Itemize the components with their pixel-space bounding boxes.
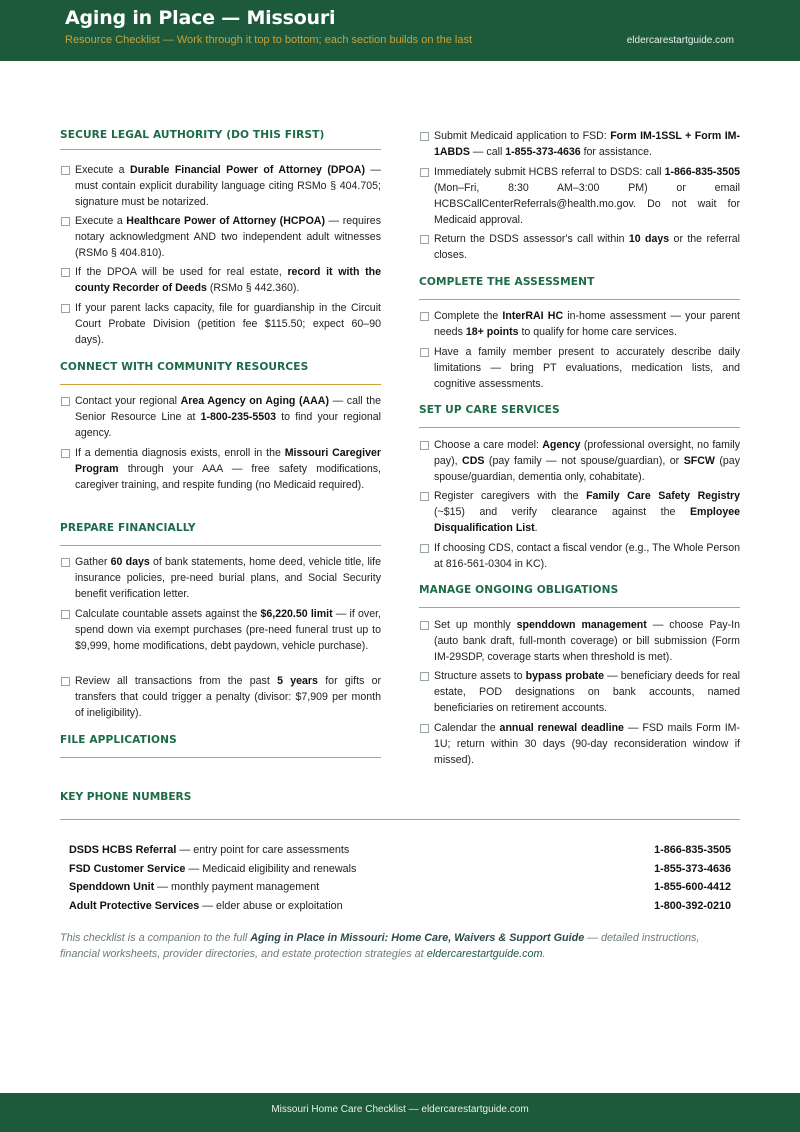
emphasis-text: Area Agency on Aging (AAA): [180, 395, 329, 407]
guide-title: Aging in Place in Missouri: Home Care, Waivers & Support Guide: [250, 932, 585, 944]
emphasis-text: Family Care Safety Registry: [586, 490, 740, 502]
checklist-item-text: Gather 60 days of bank statements, home deed, vehicle title, life insurance policies, pre-need burial plans, and Social Security benefit verification letter.: [75, 556, 381, 600]
checkbox-icon[interactable]: [420, 672, 429, 681]
section-rule: [60, 819, 740, 820]
emphasis-text: record it with the county Recorder of Deeds: [75, 266, 381, 294]
checklist-item-text: If a dementia diagnosis exists, enroll in the Missouri Caregiver Program through your AAA — free safety modifications, caregiver training, and respite funding (no Medicaid required).: [75, 447, 381, 491]
checklist-item[interactable]: [419, 617, 740, 665]
checklist-item[interactable]: [60, 445, 381, 493]
checklist-item-text: Structure assets to bypass probate — beneficiary deeds for real estate, POD designations on bank accounts, named beneficiaries on retirement accounts.: [434, 670, 740, 714]
emphasis-text: Employee Disqualification List: [434, 506, 740, 534]
checkbox-icon[interactable]: [420, 544, 429, 553]
phone-desc: — monthly payment management: [154, 881, 320, 893]
checklist-item[interactable]: [419, 128, 740, 160]
emphasis-text: Missouri Caregiver Program: [75, 447, 381, 475]
section-heading-assessment: COMPLETE THE ASSESSMENT: [419, 276, 595, 288]
section-rule: [60, 545, 381, 546]
checklist-item[interactable]: [419, 344, 740, 392]
phone-desc: — elder abuse or exploitation: [199, 900, 343, 912]
phone-row: [69, 863, 731, 881]
emphasis-text: 5 years: [277, 675, 318, 687]
phone-number[interactable]: 1-800-392-0210: [654, 900, 731, 912]
section-heading-legal: SECURE LEGAL AUTHORITY (DO THIS FIRST): [60, 129, 325, 141]
footnote-text: .: [542, 948, 546, 960]
section-rule: [60, 757, 381, 758]
emphasis-text: 1-800-235-5503: [200, 411, 276, 423]
section-heading-phones: KEY PHONE NUMBERS: [60, 791, 192, 803]
checklist-item-text: Execute a Durable Financial Power of Attorney (DPOA) — must contain explicit durability language citing RSMo § 404.705; signature must be notarized.: [75, 164, 381, 208]
checklist-item[interactable]: [419, 668, 740, 716]
checklist-item-text: Calendar the annual renewal deadline — FSD mails Form IM-1U; return within 30 days (90-day reconsideration window if missed).: [434, 722, 740, 766]
checkbox-icon[interactable]: [61, 397, 70, 406]
checklist-item-text: Contact your regional Area Agency on Aging (AAA) — call the Senior Resource Line at 1-800-235-5503 to find your regional agency.: [75, 395, 381, 439]
section-heading-community: CONNECT WITH COMMUNITY RESOURCES: [60, 361, 309, 373]
checklist-item[interactable]: [419, 540, 740, 572]
phone-row: [69, 881, 731, 899]
phone-number[interactable]: 1-855-600-4412: [654, 881, 731, 893]
emphasis-text: InterRAI HC: [502, 310, 564, 322]
checkbox-icon[interactable]: [420, 492, 429, 501]
footnote-text: — detailed instructions, financial worksheets, provider directories, and estate protection strategies at: [60, 932, 700, 960]
checkbox-icon[interactable]: [61, 677, 70, 686]
emphasis-text: 1-866-835-3505: [664, 166, 740, 178]
checklist-item[interactable]: [60, 393, 381, 441]
phone-number[interactable]: 1-866-835-3505: [654, 844, 731, 856]
checklist-item-text: Have a family member present to accurately describe daily limitations — bring PT evaluations, medication lists, and cognitive assessments.: [434, 346, 740, 390]
phone-label: FSD Customer Service: [69, 863, 186, 875]
phone-desc: — entry point for care assessments: [176, 844, 350, 856]
checkbox-icon[interactable]: [420, 441, 429, 450]
checklist-item-text: Return the DSDS assessor's call within 10 days or the referral closes.: [434, 233, 740, 261]
section-heading-ongoing: MANAGE ONGOING OBLIGATIONS: [419, 584, 619, 596]
emphasis-text: 1-855-373-4636: [505, 146, 581, 158]
checklist-item-text: Execute a Healthcare Power of Attorney (HCPOA) — requires notary acknowledgment AND two independent adult witnesses (RSMo § 404.810).: [75, 215, 381, 259]
section-rule: [419, 607, 740, 608]
section-heading-financial: PREPARE FINANCIALLY: [60, 522, 196, 534]
phone-label: Adult Protective Services: [69, 900, 200, 912]
checklist-item[interactable]: [60, 162, 381, 210]
page-footer: [0, 1093, 800, 1132]
phone-desc: — Medicaid eligibility and renewals: [185, 863, 357, 875]
checkbox-icon[interactable]: [420, 168, 429, 177]
checklist-item[interactable]: [60, 606, 381, 654]
phone-row: [69, 900, 731, 918]
emphasis-text: CDS: [462, 455, 485, 467]
emphasis-text: 18+ points: [465, 326, 519, 338]
checklist-item[interactable]: [419, 488, 740, 536]
checkbox-icon[interactable]: [61, 166, 70, 175]
checklist-item-text: Set up monthly spenddown management — choose Pay-In (auto bank draft, full-month coverage) or bill submission (Form IM-29SDP, coverage starts when threshold is met).: [434, 619, 741, 663]
checklist-item[interactable]: [60, 213, 381, 261]
checkbox-icon[interactable]: [420, 235, 429, 244]
emphasis-text: SFCW: [683, 455, 715, 467]
phone-label: DSDS HCBS Referral: [69, 844, 177, 856]
phone-row: [69, 844, 731, 862]
page-title: Aging in Place — Missouri: [65, 7, 336, 29]
checkbox-icon[interactable]: [420, 312, 429, 321]
checklist-item[interactable]: [419, 231, 740, 263]
checkbox-icon[interactable]: [61, 558, 70, 567]
emphasis-text: Healthcare Power of Attorney (HCPOA): [126, 215, 325, 227]
section-heading-file: FILE APPLICATIONS: [60, 734, 177, 746]
checkbox-icon[interactable]: [61, 304, 70, 313]
checklist-item-text: If choosing CDS, contact a fiscal vendor (e.g., The Whole Person at 816-561-0304 in KC).: [434, 542, 740, 570]
checklist-item-text: If your parent lacks capacity, file for guardianship in the Circuit Court Probate Division (petition fee $115.50; expect 60–90 days).: [75, 302, 381, 346]
checklist-item[interactable]: [60, 554, 381, 602]
emphasis-text: 10 days: [628, 233, 670, 245]
emphasis-text: Form IM-1SSL + Form IM-1ABDS: [434, 130, 740, 158]
emphasis-text: annual renewal deadline: [499, 722, 624, 734]
emphasis-text: 60 days: [110, 556, 150, 568]
page-header: [0, 0, 800, 61]
header-site-link[interactable]: eldercarestartguide.com: [626, 35, 734, 46]
section-rule: [60, 384, 381, 385]
section-rule: [419, 299, 740, 300]
checkbox-icon[interactable]: [61, 217, 70, 226]
checkbox-icon[interactable]: [420, 621, 429, 630]
checklist-item-text: Immediately submit HCBS referral to DSDS: call 1-866-835-3505 (Mon–Fri, 8:30 AM–3:00 PM) or email HCBSCallCenterReferrals@health.mo.gov. Do not wait for Medicaid approval.: [434, 166, 740, 226]
footnote: [60, 930, 740, 962]
section-rule: [60, 149, 381, 150]
phone-label: Spenddown Unit: [69, 881, 155, 893]
checklist-item[interactable]: [60, 264, 381, 296]
checkbox-icon[interactable]: [61, 610, 70, 619]
checklist-item-text: Complete the InterRAI HC in-home assessment — your parent needs 18+ points to qualify for home care services.: [434, 310, 741, 338]
checklist-item[interactable]: [419, 720, 740, 768]
checkbox-icon[interactable]: [61, 268, 70, 277]
checklist-item-text: Submit Medicaid application to FSD: Form IM-1SSL + Form IM-1ABDS — call 1-855-373-4636 for assistance.: [434, 130, 740, 158]
checklist-item[interactable]: [419, 437, 740, 485]
phone-number[interactable]: 1-855-373-4636: [654, 863, 731, 875]
checklist-item-text: Register caregivers with the Family Care Safety Registry (~$15) and verify clearance against the Employee Disqualification List.: [434, 490, 740, 534]
section-rule: [419, 427, 740, 428]
footer-text: Missouri Home Care Checklist — eldercarestartguide.com: [271, 1104, 529, 1115]
checklist-item-text: Calculate countable assets against the $6,220.50 limit — if over, spend down via exempt purchases (pre-need funeral trust up to $9,999, home modifications, debt paydown, vehicle purchase).: [75, 608, 381, 652]
checkbox-icon[interactable]: [420, 724, 429, 733]
checklist-item-text: If the DPOA will be used for real estate, record it with the county Recorder of Deeds (RSMo § 442.360).: [75, 266, 381, 294]
checkbox-icon[interactable]: [420, 132, 429, 141]
emphasis-text: Agency: [542, 439, 581, 451]
section-heading-care: SET UP CARE SERVICES: [419, 404, 560, 416]
emphasis-text: spenddown management: [516, 619, 647, 631]
checkbox-icon[interactable]: [61, 449, 70, 458]
checklist-item-text: Review all transactions from the past 5 years for gifts or transfers that could trigger a penalty (divisor: $7,909 per month of ineligibility).: [75, 675, 382, 719]
checklist-item-text: Choose a care model: Agency (professional oversight, no family pay), CDS (pay family — not spouse/guardian), or SFCW (pay spouse/guardian, dementia only, cohabitate).: [434, 439, 740, 483]
checklist-item[interactable]: [60, 300, 381, 348]
emphasis-text: Durable Financial Power of Attorney (DPOA): [129, 164, 365, 176]
footnote-link[interactable]: eldercarestartguide.com: [426, 948, 543, 960]
checklist-item[interactable]: [419, 308, 740, 340]
emphasis-text: bypass probate: [525, 670, 605, 682]
checklist-item[interactable]: [419, 164, 740, 228]
page-subtitle: Resource Checklist — Work through it top to bottom; each section builds on the last: [65, 34, 472, 46]
emphasis-text: $6,220.50 limit: [260, 608, 333, 620]
checkbox-icon[interactable]: [420, 348, 429, 357]
footnote-text: This checklist is a companion to the full: [60, 932, 251, 944]
checklist-item[interactable]: [60, 673, 381, 721]
